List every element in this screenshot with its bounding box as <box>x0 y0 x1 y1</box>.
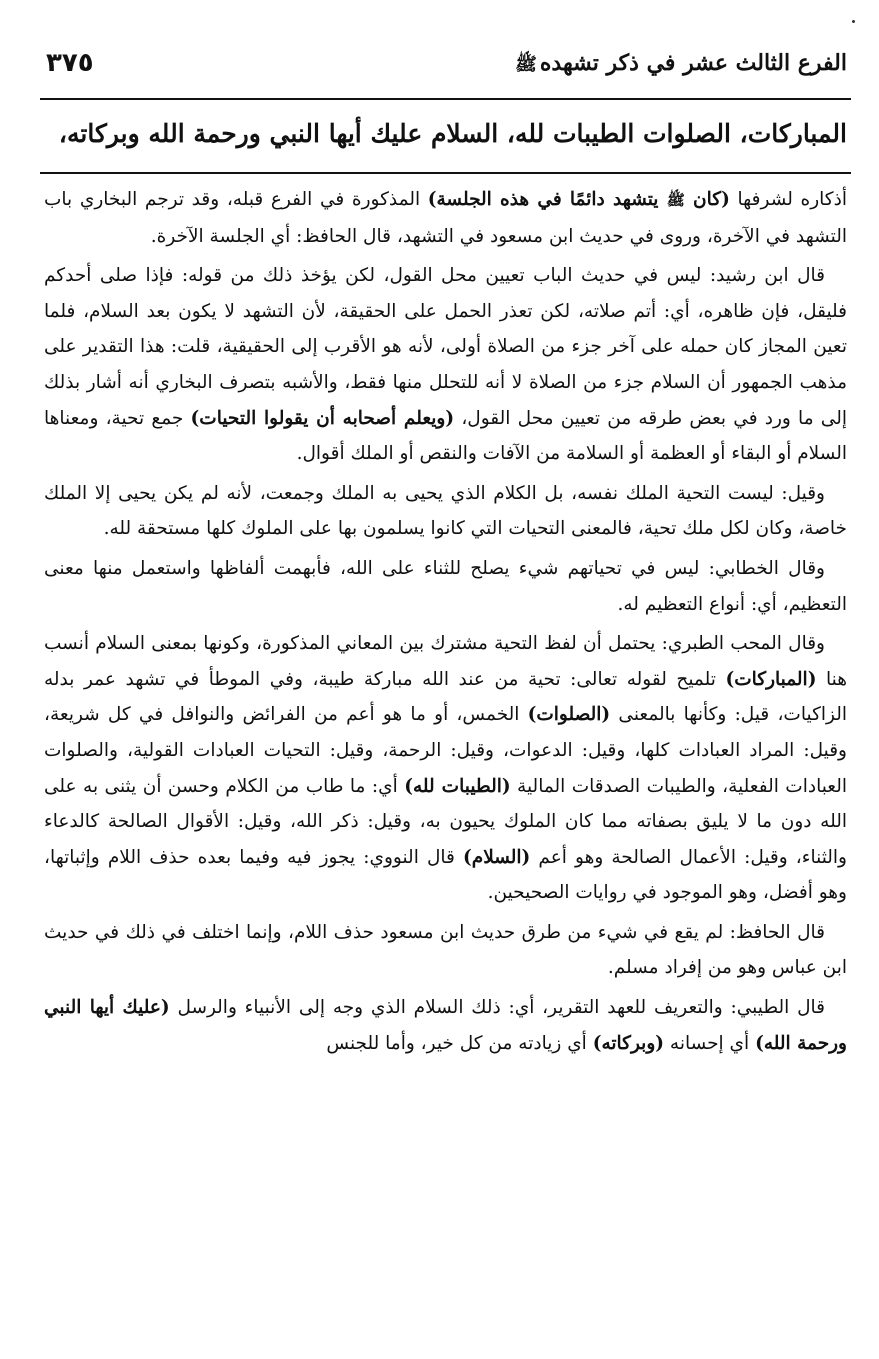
text-run: جمع تحية، ومعناها السلام أو البقاء أو العظمة أو السلامة من الآفات والنقص أو الملك أقوال. <box>44 407 847 465</box>
matn-text: المباركات، الصلوات الطيبات لله، السلام عليك أيها النبي ورحمة الله وبركاته، <box>40 114 851 174</box>
quoted-hadith: (المباركات) <box>725 668 817 690</box>
text-run: قال ابن رشيد: ليس في حديث الباب تعيين محل القول، لكن يؤخذ ذلك من قوله: فإذا صلى أحدكم فليقل، فإن ظاهره، أي: أتم صلاته، لكن تعذر الحمل على الحقيقة، لأن التشهد لا يكون بعد السلام، فلما تعين المجاز كان حمله على آخر جزء من الصلاة أولى، لأنه هو الأقرب إلى الحقيقية، قلت: هذا التقدير على مذهب الجمهور أن السلام جزء من الصلاة لا أنه للتحلل منها فقط، والأشبه بتصرف البخاري أنه أشار بذلك إلى ما ورد في بعض طرقه من تعيين محل القول، <box>44 265 847 429</box>
text-run: أي زيادته من كل خير، وأما للجنس <box>326 1032 593 1054</box>
quoted-hadith: (عليك أيها النبي ورحمة الله) <box>44 997 847 1054</box>
text-run: قال النووي: يجوز فيه وفيما بعده حذف اللام وإثباتها، وهو أفضل، وهو الموجود في روايات الصحيحين. <box>44 846 847 904</box>
text-run: تلميح لقوله تعالى: تحية من عند الله مباركة طيبة، وفي الموطأ في تشهد عمر بدله الزاكيات، قيل: وكأنها بالمعنى <box>44 668 847 726</box>
quoted-hadith: (السلام) <box>463 846 531 868</box>
header-title <box>512 50 847 79</box>
quoted-hadith: يتشهد دائمًا في هذه الجلسة) <box>427 189 667 210</box>
text-run: أي إحسانه <box>664 1032 756 1054</box>
quoted-hadith: (وبركاته) <box>592 1032 665 1054</box>
text-run: المذكورة في الفرع قبله، وقد ترجم البخاري باب التشهد في الآخرة، وروى في حديث ابن مسعود في التشهد، قال الحافظ: أي الجلسة الآخرة. <box>44 189 847 247</box>
commentary-paragraph-3: وقيل: ليست التحية الملك نفسه، بل الكلام الذي يحيى به الملك وجمعت، لأنه لم يكن يحيى إلا الملك خاصة، وكان لكل ملك تحية، فالمعنى التحيات التي كانوا يسلمون بها على الملوك كلها مستحقة لله. <box>44 482 847 540</box>
salawat-symbol: ﷺ <box>666 191 685 209</box>
quoted-hadith: (ويعلم أصحابه أن يقولوا التحيات) <box>190 407 455 429</box>
text-run: أي: ما طاب من الكلام وحسن أن يثنى به على الله دون ما لا يليق بصفاته مما كان الملوك يحيون به، وقيل: ذكر الله، وقيل: الأقوال الصالحة كالدعاء والثناء، وقيل: الأعمال الصالحة وهو أعم <box>44 775 847 868</box>
page-number: ٣٧٥ <box>46 48 94 78</box>
text-run: الخمس، أو ما هو أعم من الفرائض والنوافل في كل شريعة، وقيل: المراد العبادات كلها، وقيل: الدعوات، وقيل: الرحمة، وقيل: التحيات العبادات القولية، والصلوات العبادات الفعلية، والطيبات الصدقات المالية <box>44 704 848 797</box>
salawat-symbol: ﷺ <box>515 54 537 75</box>
commentary-paragraph-1 <box>44 182 847 254</box>
commentary-paragraph-7 <box>44 990 847 1061</box>
quoted-hadith: (الصلوات) <box>527 704 611 726</box>
commentary-paragraph-5 <box>44 626 847 911</box>
header-title-text: الفرع الثالث عشر في ذكر تشهده <box>539 50 847 76</box>
commentary-paragraph-6: قال الحافظ: لم يقع في شيء من طرق حديث ابن مسعود حذف اللام، وإنما اختلف في ذلك في حديث ابن عباس وهو من إفراد مسلم. <box>44 921 847 979</box>
text-run: أذكاره لشرفها <box>729 189 847 210</box>
commentary <box>40 182 851 1061</box>
quoted-hadith: (الطيبات لله) <box>404 775 511 797</box>
running-header <box>40 40 851 100</box>
text-run: وقال المحب الطبري: يحتمل أن لفظ التحية مشترك بين المعاني المذكورة، وكونها بمعنى السلام أنسب هنا <box>44 633 847 690</box>
text-run: قال الطيبي: والتعريف للعهد التقرير، أي: ذلك السلام الذي وجه إلى الأنبياء والرسل <box>169 997 825 1019</box>
book-page <box>40 40 851 1339</box>
scan-dot <box>852 20 855 23</box>
commentary-paragraph-4: وقال الخطابي: ليس في تحياتهم شيء يصلح للثناء على الله، فأبهمت ألفاظها واستعمل منها معنى التعظيم، أي: أنواع التعظيم له. <box>44 557 847 615</box>
commentary-paragraph-2 <box>44 258 847 472</box>
quoted-hadith: (كان <box>684 189 730 210</box>
